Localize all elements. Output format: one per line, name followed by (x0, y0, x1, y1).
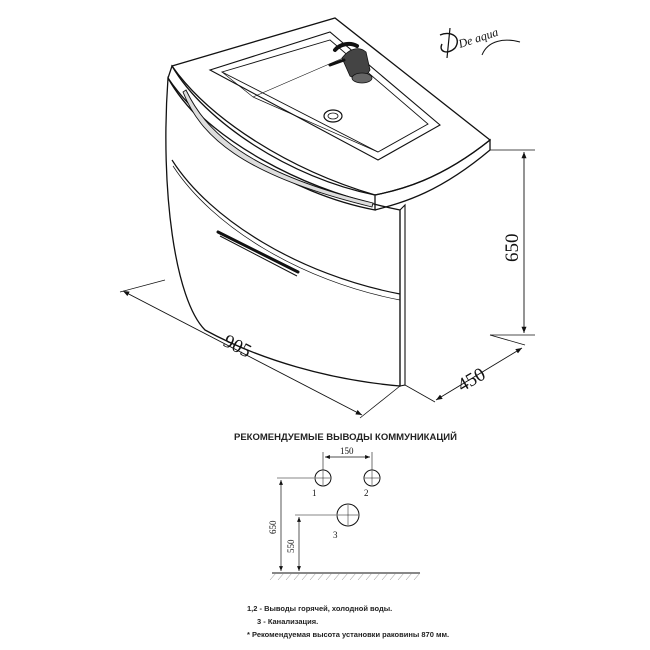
basin (210, 32, 440, 160)
brand-logo (440, 25, 520, 58)
drain-icon (324, 110, 342, 122)
height-label: 650 (502, 233, 523, 262)
logo-text: De aqua (456, 24, 500, 51)
spacing-label: 150 (340, 446, 354, 456)
width-dimension (120, 280, 400, 418)
point-3-label: 3 (333, 530, 338, 540)
note-height: * Рекомендуемая высота установки раковины 870 мм. (247, 630, 450, 639)
sewer-outlet-icon (337, 504, 359, 526)
notes (247, 604, 449, 639)
note-water: 1,2 - Выводы горячей, холодной воды. (247, 604, 393, 613)
width-label: 905 (219, 330, 255, 363)
connections-scheme (268, 446, 420, 580)
point-1-label: 1 (312, 488, 317, 498)
total-height-label: 650 (268, 520, 278, 534)
note-sewer: 3 - Канализация. (257, 617, 319, 626)
bottom-drawer-handle (218, 232, 298, 276)
height-dimension (490, 150, 535, 335)
section-title: РЕКОМЕНДУЕМЫЕ ВЫВОДЫ КОММУНИКАЦИЙ (234, 432, 457, 443)
cabinet-body (166, 78, 405, 386)
hot-water-outlet-icon (315, 470, 331, 486)
drain-height-label: 550 (286, 539, 296, 553)
cold-water-outlet-icon (364, 470, 380, 486)
depth-dimension (405, 335, 525, 402)
top-drawer-handle (183, 90, 373, 207)
point-2-label: 2 (364, 488, 369, 498)
depth-label: 450 (454, 363, 490, 397)
